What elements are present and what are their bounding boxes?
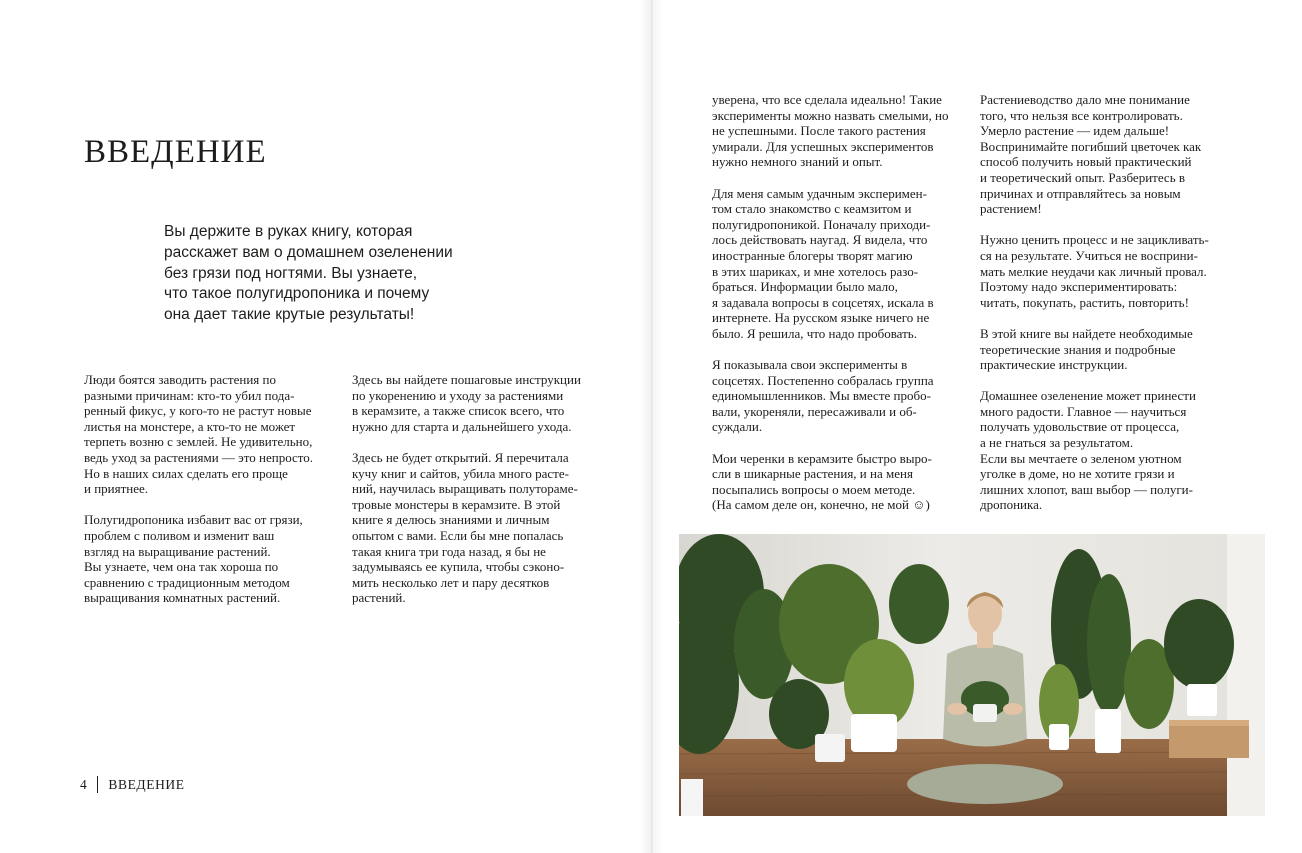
lead-line: она дает такие крутые результаты! [164, 306, 415, 324]
text-line: Люди боятся заводить растения по [84, 372, 276, 387]
text-line: ся на результате. Учиться не восприни- [980, 247, 1198, 263]
text-line: интернете. На русском языке ничего не [712, 310, 930, 326]
text-line: Если вы мечтаете о зеленом уютном [980, 450, 1182, 466]
text-line: Здесь вы найдете пошаговые инструкции [352, 372, 581, 387]
paragraph [352, 450, 612, 606]
text-line: получать удовольствие от процесса, [980, 419, 1180, 435]
page-footer [80, 776, 185, 793]
text-line: Воспринимайте погибший цветочек как [980, 138, 1202, 154]
paragraph-gap [712, 170, 972, 186]
paragraph-gap [980, 373, 1240, 389]
text-line: листья на монстере, а кто-то не может [84, 418, 296, 434]
text-line: способ получить новый практический [980, 154, 1192, 170]
text-line: в керамзите, а также список всего, что [352, 403, 565, 419]
paragraph [980, 326, 1240, 373]
text-column-2 [352, 372, 612, 606]
paragraph [84, 512, 344, 606]
text-line: разными причинам: кто-то убил пода- [84, 387, 295, 403]
lead-paragraph [164, 222, 504, 326]
text-line: я задавала вопросы в соцсетях, искала в [712, 294, 934, 310]
text-line: браться. Информации было мало, [712, 279, 898, 295]
text-line: суждали. [712, 419, 763, 435]
text-line: читать, покупать, растить, повторить! [980, 294, 1189, 310]
text-line: не успешными. После такого растения [712, 123, 926, 139]
text-line: взгляд на выращивание растений. [84, 543, 271, 559]
text-line: а не гнаться за результатом. [980, 435, 1134, 451]
text-line: растением! [980, 201, 1042, 217]
woman-with-plants-photo [679, 534, 1265, 816]
paragraph [712, 451, 972, 513]
paragraph [712, 92, 972, 170]
text-line: практические инструкции. [980, 357, 1128, 373]
text-line: сравнению с традиционным методом [84, 574, 290, 590]
text-line: опытом с вами. Если бы мне попалась [352, 527, 564, 543]
text-line: эксперименты можно назвать смелыми, но [712, 107, 949, 123]
text-line: Поэтому надо экспериментировать: [980, 279, 1178, 295]
text-line: того, что нельзя все контролировать. [980, 107, 1183, 123]
text-line: нужно для старта и дальнейшего ухода. [352, 418, 572, 434]
text-line: В этой книге вы найдете необходимые [980, 325, 1193, 341]
text-line: кучу книг и сайтов, убила много расте- [352, 465, 569, 481]
paragraph [84, 372, 344, 497]
paragraph [352, 372, 612, 434]
text-line: Нужно ценить процесс и не зацикливать- [980, 232, 1209, 248]
text-line: причинах и отправляйтесь за новым [980, 185, 1181, 201]
text-line: уверена, что все сделала идеально! Такие [712, 92, 942, 107]
paragraph-gap [980, 217, 1240, 233]
lead-line: что такое полугидропоника и почему [164, 285, 430, 303]
text-line: Растениеводство дало мне понимание [980, 92, 1190, 107]
text-line: мить несколько лет и пару десятков [352, 574, 550, 590]
text-line: Мои черенки в керамзите быстро выро- [712, 450, 932, 466]
text-line: мать мелкие неудачи как личный провал. [980, 263, 1207, 279]
text-line: соцсетях. Постепенно собралась группа [712, 372, 934, 388]
text-line: ведь уход за растениями — это непросто. [84, 449, 314, 465]
text-column-1 [84, 372, 344, 606]
page-number: 4 [80, 776, 88, 792]
paragraph [980, 232, 1240, 310]
text-line: ренный фикус, у кого-то не растут новые [84, 403, 312, 419]
paragraph [712, 186, 972, 342]
text-line: иностранные блогеры творят магию [712, 247, 913, 263]
text-line: Но в наших силах сделать его проще [84, 465, 288, 481]
text-line: книге я делюсь знаниями и личным [352, 512, 550, 528]
chapter-title: ВВЕДЕНИЕ [84, 134, 267, 170]
footer-divider [97, 776, 98, 793]
text-column-3 [712, 92, 972, 513]
text-line: посыпались вопросы о моем методе. [712, 481, 916, 497]
text-line: Полугидропоника избавит вас от грязи, [84, 512, 303, 528]
text-line: уголке в доме, но не хотите грязи и [980, 466, 1175, 482]
text-line: Домашнее озеленение может принести [980, 388, 1196, 404]
text-line: такая книга три года назад, я бы не [352, 543, 546, 559]
paragraph [712, 357, 972, 435]
paragraph-gap [352, 434, 612, 450]
text-line: задумываясь ее купила, чтобы сэконо- [352, 559, 565, 575]
text-line: растений. [352, 590, 406, 606]
text-line: проблем с поливом и изменит ваш [84, 527, 275, 543]
text-line: лишних хлопот, ваш выбор — полуги- [980, 481, 1193, 497]
text-line: выращивания комнатных растений. [84, 590, 281, 606]
text-line: дропоника. [980, 497, 1043, 513]
paragraph-gap [712, 435, 972, 451]
text-line: Здесь не будет открытий. Я перечитала [352, 449, 569, 465]
paragraph-gap [980, 310, 1240, 326]
text-line: и приятнее. [84, 481, 149, 497]
text-line: вали, укореняли, пересаживали и об- [712, 403, 917, 419]
text-line: теоретические знания и подробные [980, 341, 1176, 357]
text-line: тровые монстеры в керамзите. В этой [352, 496, 561, 512]
text-line: Умерло растение — идем дальше! [980, 123, 1170, 139]
lead-line: без грязи под ногтями. Вы узнаете, [164, 264, 418, 282]
paragraph-gap [712, 342, 972, 358]
text-line: лось действовать наугад. Я видела, что [712, 232, 928, 248]
text-line: сли в шикарные растения, и на меня [712, 466, 913, 482]
paragraph-gap [84, 497, 344, 513]
text-line: ний, научилась выращивать полутораме- [352, 481, 578, 497]
paragraph [980, 388, 1240, 513]
paragraph [980, 92, 1240, 217]
text-line: умирали. Для успешных экспериментов [712, 138, 934, 154]
text-line: нужно немного знаний и опыт. [712, 154, 883, 170]
text-line: единомышленников. Мы вместе пробо- [712, 388, 931, 404]
text-line: терпеть возню с землей. Не удивительно, [84, 434, 313, 450]
text-line: много радости. Главное — научиться [980, 403, 1187, 419]
footer-section-label: ВВЕДЕНИЕ [108, 776, 185, 792]
text-line: по укоренению и уходу за растениями [352, 387, 564, 403]
book-gutter [640, 0, 664, 853]
text-line: полугидропоникой. Поначалу приходи- [712, 216, 931, 232]
lead-line: Вы держите в руках книгу, которая [164, 223, 413, 240]
text-line: том стало знакомство с кеамзитом и [712, 201, 912, 217]
text-line: в этих шариках, и мне хотелось разо- [712, 263, 919, 279]
text-column-4 [980, 92, 1240, 513]
lead-line: расскажет вам о домашнем озеленении [164, 243, 453, 261]
text-line: Для меня самым удачным эксперимен- [712, 185, 927, 201]
text-line: и теоретический опыт. Разберитесь в [980, 169, 1186, 185]
text-line: Я показывала свои эксперименты в [712, 357, 908, 373]
text-line: Вы узнаете, чем она так хороша по [84, 559, 279, 575]
text-line: было. Я решила, что надо пробовать. [712, 325, 917, 341]
text-line: (На самом деле он, конечно, не мой ☺) [712, 497, 930, 513]
